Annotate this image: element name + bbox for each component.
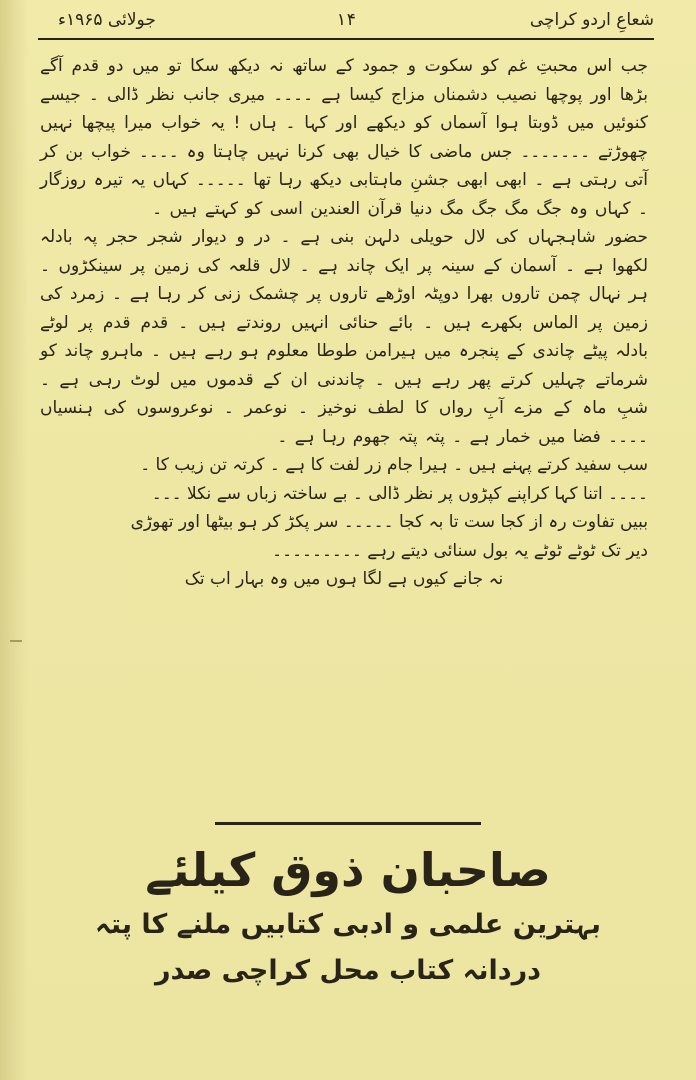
ad-title: صاحبان ذوق کیلئے bbox=[145, 843, 551, 897]
header-rule bbox=[38, 38, 654, 40]
closing-line-2: ۔۔۔۔ اتنا کہا کراپنے کپڑوں پر نظر ڈالی ۔ بے ساختہ زباں سے نکلا ۔۔۔ bbox=[151, 483, 648, 504]
page-edge-shadow bbox=[0, 0, 28, 1080]
closing-line-4: دیر تک ٹوٹے ٹوٹے یہ بول سنائی دیتے رہے ۔۔۔۔۔۔۔۔۔ bbox=[272, 540, 648, 561]
closing-lines bbox=[40, 451, 648, 594]
journal-title: شعاعِ اردو کراچی bbox=[529, 10, 654, 30]
closing-line-1: سب سفید کرتے پہنے ہیں ۔ ہیرا جام زر لفت کا ہے ۔ کرتہ تن زیب کا ۔ bbox=[140, 455, 648, 475]
advertisement bbox=[60, 838, 636, 994]
paragraph-1: جب اس محبتِ غم کو سکوت و جمود کے ساتھ نہ دیکھ سکا تو میں دو قدم آگے بڑھا اور پوچھا نصیب دشمناں مزاج کیسا ہے ۔۔۔۔ میری جانب نظر ڈالی ۔ جیسے کنوئیں میں ڈوبتا ہوا آسماں کو دیکھے اور کہا ۔ ہاں ! یہ خواب میرا پیچھا نہیں چھوڑتے ۔۔۔۔۔۔۔ جس ماضی کا خیال بھی کرنا نہیں چاہتا وہ ۔۔۔۔ خواب بن کر آتی رہتی ہے ۔ ابھی ابھی جشنِ ماہتابی دیکھ رہا تھا ۔۔۔۔۔ کہاں یہ تیرہ روزگار ۔ کہاں وہ جگ مگ جگ مگ دنیا قرآن العندین اسی کو کہتے ہیں ۔ bbox=[40, 56, 648, 219]
article-body bbox=[40, 52, 648, 594]
issue-date: جولائی ۱۹۶۵ء bbox=[58, 10, 156, 30]
page-number: ١۴ bbox=[335, 10, 357, 30]
closing-line-5: نہ جانے کیوں ہے لگا ہوں میں وہ بہار اب تک bbox=[184, 569, 504, 589]
section-divider bbox=[215, 822, 481, 825]
paper-crease bbox=[10, 640, 22, 642]
page-header bbox=[38, 6, 654, 38]
ad-line-1: بہترین علمی و ادبی کتابیں ملنے کا پتہ bbox=[95, 909, 601, 940]
ad-line-2: دردانہ کتاب محل کراچی صدر bbox=[154, 955, 542, 986]
paragraph-2: حضور شاہجہاں کی لال حویلی دلہن بنی ہے ۔ در و دیوار شجر حجر پہ بادلہ لکھوا ہے ۔ آسمان کے سینہ پر ایک چاند ہے ۔ لال قلعہ کی زمین پر سینکڑوں ۔ ہر نہال چمن تاروں بھرا دوپٹہ اوڑھے تاروں پر چشمک زنی کر رہا ہے ۔ زمرد کی زمین پر الماس بکھرے ہیں ۔ بائے حنائی انہیں روندتے ہیں ۔ قدم قدم پر لوٹے بادلہ پیٹے چاندی کے پنجرہ میں ہیرامن طوطا معلوم ہو رہے ہیں ۔ ماہرو چاند کو شرماتے چہلیں کرتے پھر رہے ہیں ۔ چاندنی ان کے قدموں میں لوٹ رہی ہے ۔ شبِ ماہ کے مزے آبِ رواں کا لطف نوخیز ۔ نوعمر ۔ نوعروسوں کی ہنسیاں ۔۔۔۔ فضا میں خمار ہے ۔ پتہ پتہ جھوم رہا ہے ۔ bbox=[40, 227, 648, 447]
closing-line-3: ببیں تفاوت رہ از کجا ست تا بہ کجا ۔۔۔۔۔ سر پکڑ کر ہو بیٹھا اور تھوڑی bbox=[130, 512, 648, 532]
